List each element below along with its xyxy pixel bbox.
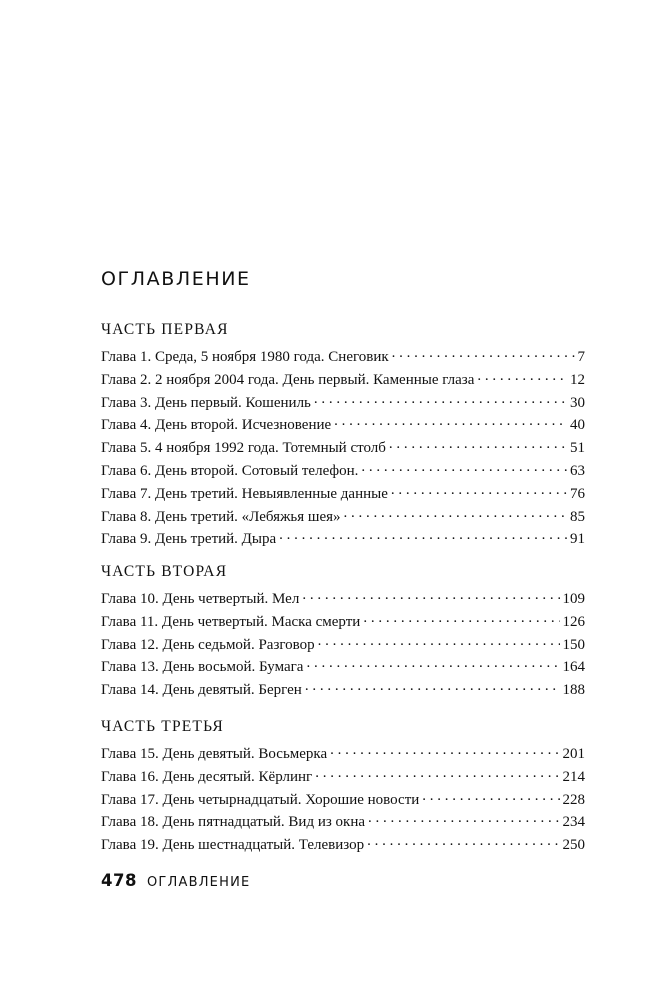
dot-leader: [315, 766, 559, 781]
page-number: 91: [570, 531, 585, 548]
page-title: ОГЛАВЛЕНИЕ: [101, 268, 251, 290]
chapter-title: Глава 8. День третий. «Лебяжья шея»: [101, 508, 341, 525]
toc-entry[interactable]: [101, 414, 585, 437]
dot-leader: [367, 834, 559, 849]
page-number: 40: [570, 417, 585, 434]
dot-leader: [361, 460, 567, 475]
page-number: 51: [570, 440, 585, 457]
chapter-title: Глава 15. День девятый. Восьмерка: [101, 746, 328, 762]
part-title: ЧАСТЬ ПЕРВАЯ: [101, 321, 229, 338]
chapter-list: [101, 588, 585, 702]
chapter-title: Глава 10. День четвертый. Мел: [101, 591, 300, 607]
chapter-title: Глава 11. День четвертый. Маска смерти: [101, 613, 361, 630]
page-number: 109: [562, 591, 585, 607]
dot-leader: [330, 743, 559, 758]
dot-leader: [392, 346, 575, 361]
dot-leader: [305, 679, 560, 694]
page-number: 188: [562, 682, 585, 699]
part-title: ЧАСТЬ ВТОРАЯ: [101, 563, 228, 580]
part-1: [101, 318, 585, 551]
dot-leader: [318, 634, 560, 649]
dot-leader: [391, 483, 567, 498]
part-2: [101, 560, 585, 702]
page-number: 250: [562, 837, 585, 854]
running-head: ОГЛАВЛЕНИЕ: [146, 875, 251, 890]
dot-leader: [363, 611, 559, 626]
page-number: 201: [562, 746, 585, 762]
page-number: 214: [562, 768, 585, 785]
page-number: 164: [562, 659, 585, 676]
page-number: 85: [570, 508, 585, 525]
chapter-title: Глава 19. День шестнадцатый. Телевизор: [101, 837, 365, 854]
toc-entry[interactable]: [101, 634, 585, 657]
toc-entry[interactable]: [101, 834, 585, 857]
chapter-title: Глава 14. День девятый. Берген: [101, 682, 302, 699]
page-number: 12: [570, 371, 585, 388]
chapter-title: Глава 17. День четырнадцатый. Хорошие новости: [101, 791, 420, 808]
chapter-title: Глава 4. День второй. Исчезновение: [101, 417, 332, 434]
dot-leader: [422, 789, 559, 804]
page-number: 7: [577, 349, 585, 365]
toc-entry[interactable]: [101, 437, 585, 460]
chapter-title: Глава 9. День третий. Дыра: [101, 531, 277, 548]
part-title: ЧАСТЬ ТРЕТЬЯ: [101, 718, 224, 735]
page-number: 30: [570, 394, 585, 411]
page-number: 150: [562, 636, 585, 653]
toc-entry[interactable]: [101, 392, 585, 415]
chapter-list: [101, 346, 585, 551]
chapter-title: Глава 7. День третий. Невыявленные данные: [101, 485, 388, 502]
page-number: 228: [562, 791, 585, 808]
page-footer: [101, 871, 250, 890]
toc-entry[interactable]: [101, 506, 585, 529]
chapter-title: Глава 1. Среда, 5 ноября 1980 года. Снеговик: [101, 349, 389, 365]
chapter-title: Глава 2. 2 ноября 2004 года. День первый. Каменные глаза: [101, 371, 475, 388]
toc-entry[interactable]: [101, 611, 585, 634]
toc-entry[interactable]: [101, 766, 585, 789]
dot-leader: [344, 506, 567, 521]
dot-leader: [334, 414, 567, 429]
toc-entry[interactable]: [101, 483, 585, 506]
dot-leader: [279, 528, 567, 543]
page-number: 234: [562, 814, 585, 831]
dot-leader: [314, 392, 567, 407]
dot-leader: [302, 588, 559, 603]
toc-entry[interactable]: [101, 346, 585, 369]
chapter-title: Глава 16. День десятый. Кёрлинг: [101, 768, 313, 785]
chapter-title: Глава 12. День седьмой. Разговор: [101, 636, 315, 653]
chapter-title: Глава 6. День второй. Сотовый телефон.: [101, 462, 359, 479]
toc-entry[interactable]: [101, 811, 585, 834]
chapter-title: Глава 18. День пятнадцатый. Вид из окна: [101, 814, 366, 831]
toc-entry[interactable]: [101, 743, 585, 766]
toc-entry[interactable]: [101, 369, 585, 392]
toc-entry[interactable]: [101, 460, 585, 483]
chapter-list: [101, 743, 585, 857]
chapter-title: Глава 3. День первый. Кошениль: [101, 394, 311, 411]
toc-entry[interactable]: [101, 528, 585, 551]
toc-entry[interactable]: [101, 656, 585, 679]
dot-leader: [389, 437, 567, 452]
dot-leader: [477, 369, 567, 384]
part-3: [101, 715, 585, 857]
dot-leader: [368, 811, 559, 826]
page-number: 63: [570, 462, 585, 479]
toc-entry[interactable]: [101, 789, 585, 812]
page-number: 126: [562, 613, 585, 630]
toc-entry[interactable]: [101, 588, 585, 611]
toc-entry[interactable]: [101, 679, 585, 702]
dot-leader: [306, 656, 559, 671]
chapter-title: Глава 13. День восьмой. Бумага: [101, 659, 304, 676]
chapter-title: Глава 5. 4 ноября 1992 года. Тотемный столб: [101, 440, 386, 457]
page-number: 76: [570, 485, 585, 502]
folio-page-number: 478: [101, 871, 137, 890]
